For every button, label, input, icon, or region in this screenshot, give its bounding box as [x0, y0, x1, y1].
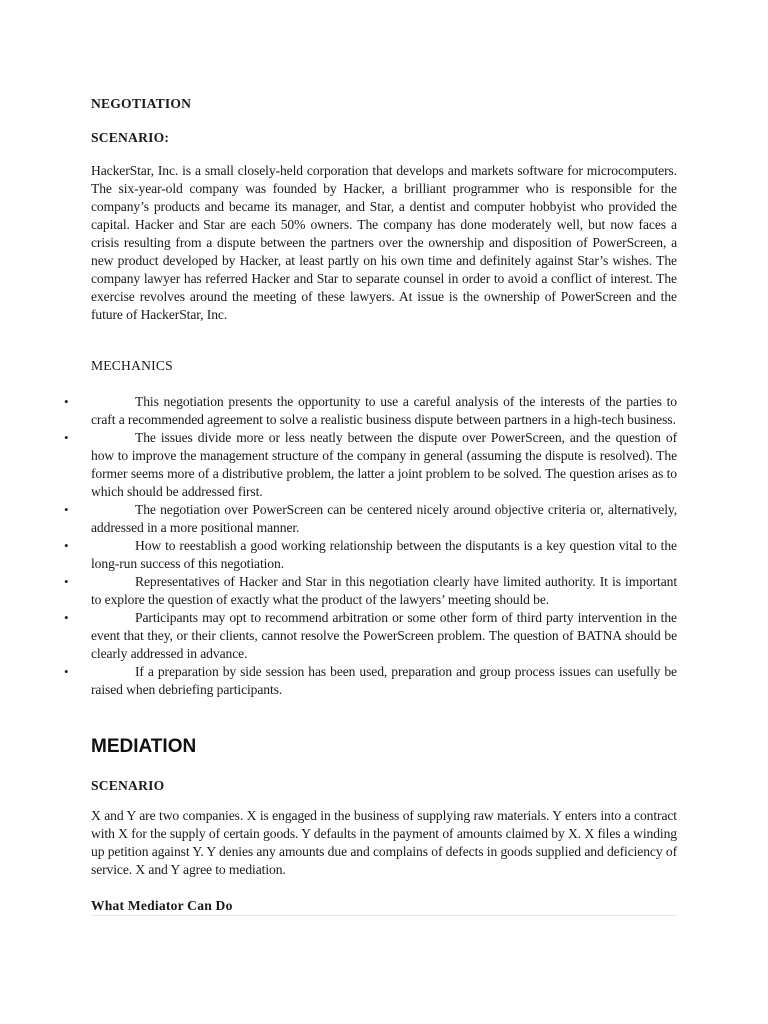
list-item-text: The negotiation over PowerScreen can be centered nicely around objective criteria or, alternatively, addressed in a more positional manner.	[91, 502, 677, 535]
bullet-icon: •	[64, 502, 69, 517]
bullet-icon: •	[64, 610, 69, 625]
mediation-subheading: What Mediator Can Do	[91, 898, 233, 913]
bullet-icon: •	[64, 664, 69, 679]
bullet-icon: •	[64, 394, 69, 409]
mediation-scenario-heading: SCENARIO	[91, 778, 165, 793]
list-item-text: Participants may opt to recommend arbitration or some other form of third party intervention in the event that they, or their clients, cannot resolve the PowerScreen problem. The question of BATNA should be clearly addressed in advance.	[91, 610, 677, 661]
bullet-icon: •	[64, 538, 69, 553]
mediation-scenario-paragraph: X and Y are two companies. X is engaged in the business of supplying raw materials. Y enters into a contract with X for the supply of certain goods. Y defaults in the payment of amounts claimed by X. X files a winding up petition against Y. Y denies any amounts due and complains of defects in goods supplied and deficiency of service. X and Y agree to mediation.	[91, 808, 677, 877]
list-item-text: This negotiation presents the opportunity to use a careful analysis of the interests of the parties to craft a recommended agreement to solve a realistic business dispute between partners in a high-tech business.	[91, 394, 677, 427]
mechanics-list	[0, 393, 768, 699]
list-item-text: If a preparation by side session has been used, preparation and group process issues can usefully be raised when debriefing participants.	[91, 664, 677, 697]
list-item	[0, 663, 677, 699]
list-item	[0, 429, 677, 501]
bullet-icon: •	[64, 430, 69, 445]
divider	[91, 915, 677, 916]
list-item	[0, 573, 677, 609]
list-item	[0, 501, 677, 537]
mechanics-heading: MECHANICS	[91, 358, 173, 373]
list-item-text: The issues divide more or less neatly between the dispute over PowerScreen, and the question of how to improve the management structure of the company in general (assuming the dispute is resolved). The former seems more of a distributive problem, the latter a joint problem to be solved. The question arises as to which should be addressed first.	[91, 430, 677, 499]
list-item	[0, 537, 677, 573]
list-item	[0, 609, 677, 663]
bullet-icon: •	[64, 574, 69, 589]
list-item-text: How to reestablish a good working relationship between the disputants is a key question vital to the long-run success of this negotiation.	[91, 538, 677, 571]
list-item-text: Representatives of Hacker and Star in this negotiation clearly have limited authority. It is important to explore the question of exactly what the product of the lawyers’ meeting should be.	[91, 574, 677, 607]
negotiation-title: NEGOTIATION	[91, 96, 192, 111]
negotiation-scenario-paragraph: HackerStar, Inc. is a small closely-held corporation that develops and markets software for microcomputers. The six-year-old company was founded by Hacker, a brilliant programmer who is responsible for the company’s products and became its manager, and Star, a dentist and computer hobbyist who provided the capital. Hacker and Star are each 50% owners. The company has done moderately well, but now faces a crisis resulting from a dispute between the partners over the ownership and disposition of PowerScreen, a new product developed by Hacker, at least partly on his own time and definitely against Star’s wishes. The company lawyer has referred Hacker and Star to separate counsel in order to avoid a conflict of interest. The exercise revolves around the meeting of these lawyers. At issue is the ownership of PowerScreen and the future of HackerStar, Inc.	[91, 163, 677, 322]
negotiation-scenario-heading: SCENARIO:	[91, 130, 170, 145]
mediation-title: MEDIATION	[91, 736, 197, 757]
list-item	[0, 393, 677, 429]
